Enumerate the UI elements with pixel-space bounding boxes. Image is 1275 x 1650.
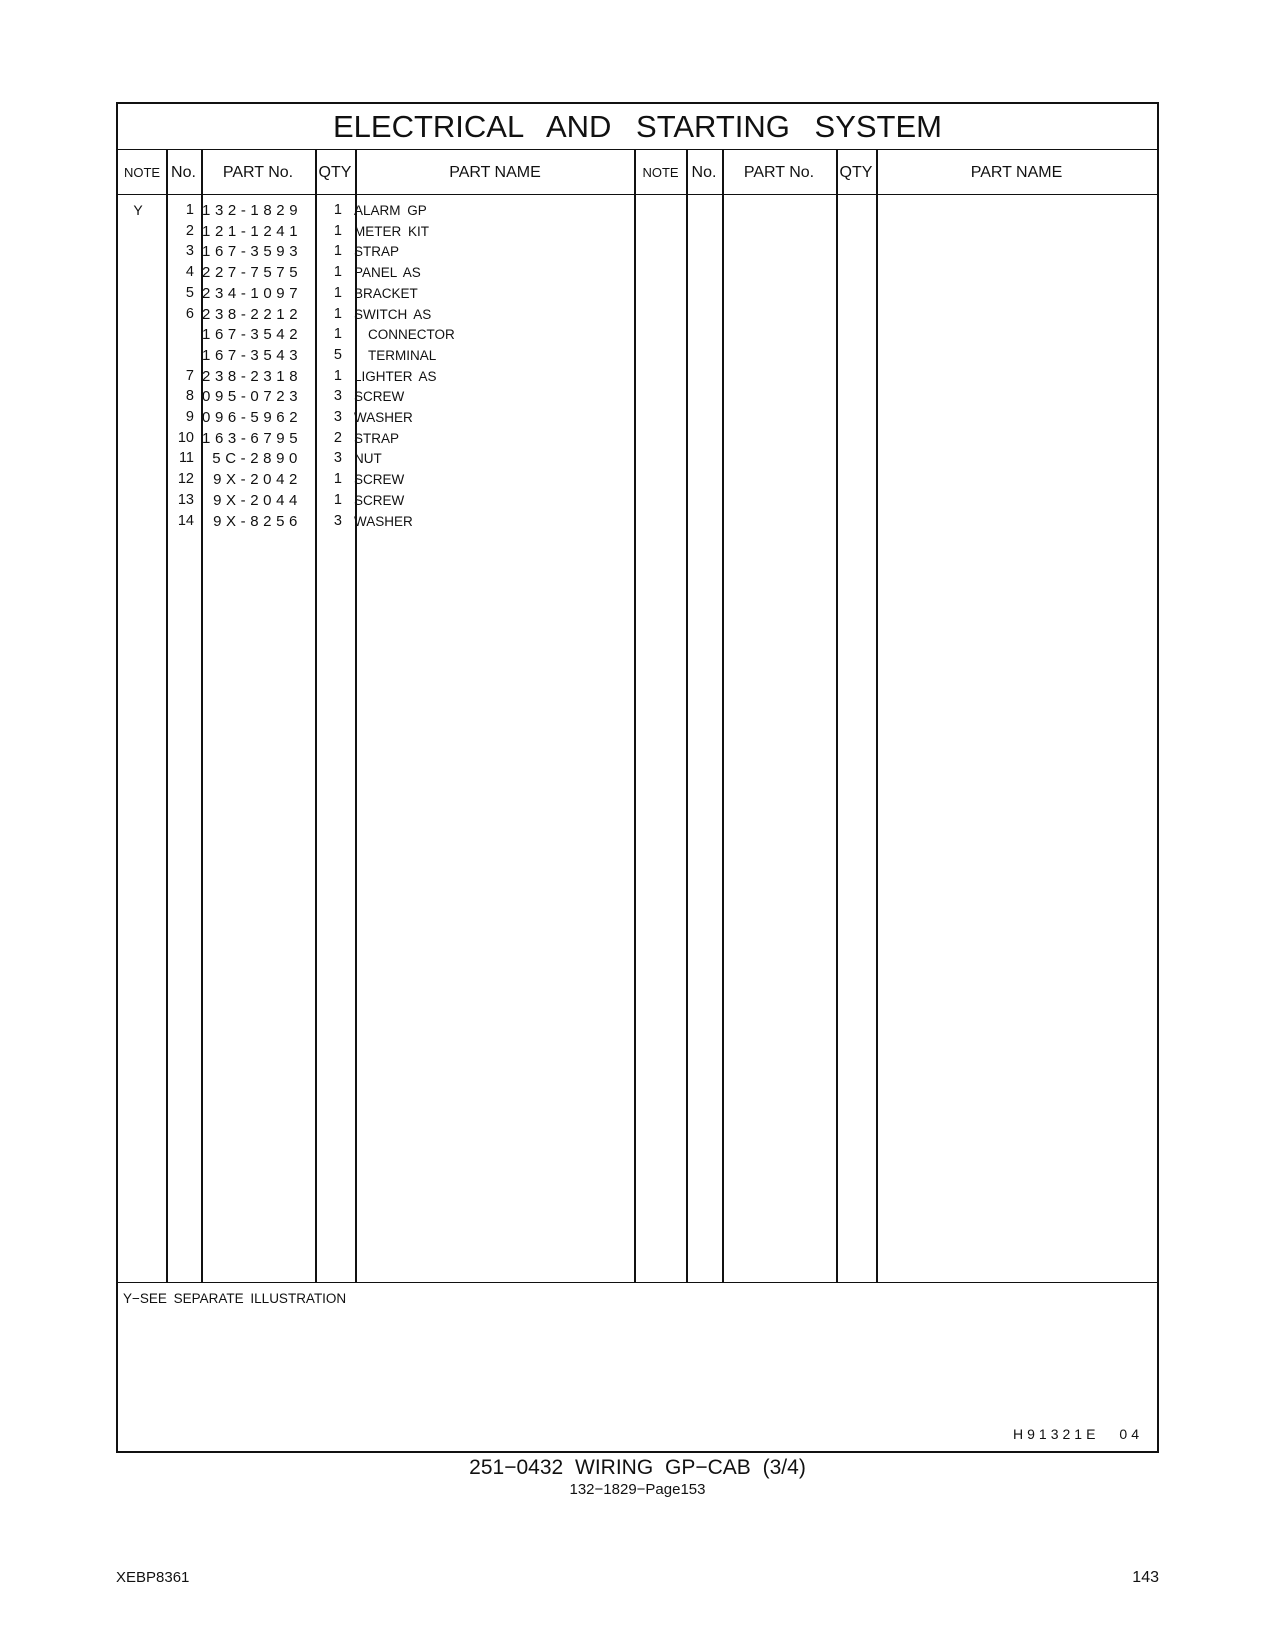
part-item-no: 14	[177, 512, 194, 529]
col-part-name-left: PART NAME	[449, 164, 541, 181]
section-title: ELECTRICAL AND STARTING SYSTEM	[118, 104, 1157, 150]
illustration-code-suffix: 04	[1119, 1426, 1143, 1442]
part-number: 096-5962	[202, 409, 303, 426]
col-part-name-right: PART NAME	[970, 164, 1063, 181]
part-qty: 1	[333, 202, 342, 218]
part-note	[118, 469, 158, 490]
part-number: 121-1241	[202, 222, 303, 240]
part-item-no: 9	[185, 409, 194, 425]
col-no-right: No.	[691, 164, 717, 181]
document-id: XEBP8361	[116, 1569, 190, 1586]
table-row	[118, 469, 1157, 490]
part-number: 163-6795	[202, 429, 303, 447]
col-part-no-left: PART No.	[222, 164, 294, 181]
caption-subtitle: 132−1829−Page153	[569, 1481, 706, 1498]
part-note	[118, 448, 158, 469]
table-row	[118, 262, 1157, 283]
part-note	[118, 304, 158, 325]
table-row	[118, 241, 1157, 262]
part-number: 9X-8256	[213, 512, 302, 530]
table-row	[118, 283, 1157, 304]
part-note	[118, 407, 158, 428]
table-row	[118, 345, 1157, 366]
part-item-no: 12	[177, 471, 194, 488]
table-row	[118, 407, 1157, 428]
column-header-row	[118, 150, 1157, 195]
part-name: WASHER	[354, 513, 413, 529]
table-row	[118, 221, 1157, 242]
part-qty: 1	[333, 367, 342, 384]
part-note	[118, 221, 158, 242]
part-item-no	[166, 345, 194, 366]
part-qty: 1	[333, 243, 342, 260]
part-number: 167-3542	[202, 326, 303, 344]
part-name: SCREW	[354, 492, 405, 508]
part-item-no: 10	[177, 429, 194, 446]
part-note	[118, 511, 158, 532]
part-item-no: 4	[185, 264, 194, 281]
part-note	[118, 241, 158, 262]
table-row	[118, 304, 1157, 325]
part-qty: 1	[333, 326, 342, 343]
part-number: 095-0723	[202, 388, 303, 406]
table-row	[118, 490, 1157, 511]
col-note-right: NOTE	[642, 165, 679, 180]
table-row	[118, 511, 1157, 532]
part-name: STRAP	[354, 430, 400, 446]
part-qty: 3	[333, 450, 342, 467]
table-row	[118, 386, 1157, 407]
part-item-no: 7	[185, 367, 194, 384]
part-name: CONNECTOR	[368, 327, 455, 343]
part-note	[118, 386, 158, 407]
footer-divider	[118, 1282, 1157, 1283]
col-no-left: No.	[171, 164, 196, 181]
illustration-code	[1013, 1426, 1143, 1442]
part-note	[118, 262, 158, 283]
caption-title: 251−0432 WIRING GP−CAB (3/4)	[469, 1456, 806, 1479]
col-note-left: NOTE	[123, 165, 161, 180]
part-note: Y	[133, 202, 143, 218]
col-qty-left: QTY	[318, 164, 352, 181]
part-name: PANEL AS	[354, 265, 421, 281]
part-number: 234-1097	[202, 284, 303, 302]
part-qty: 1	[333, 222, 342, 239]
part-name: SWITCH AS	[354, 306, 432, 322]
part-item-no: 13	[177, 491, 194, 508]
part-number: 238-2212	[202, 305, 303, 323]
col-part-no-right: PART No.	[743, 164, 815, 181]
part-number: 9X-2044	[213, 491, 302, 509]
part-name: STRAP	[354, 244, 400, 260]
part-note	[118, 345, 158, 366]
part-item-no: 6	[185, 305, 194, 322]
part-item-no: 1	[185, 202, 194, 218]
part-number: 167-3593	[202, 243, 303, 261]
part-item-no: 3	[185, 243, 194, 260]
part-number: 167-3543	[202, 346, 303, 364]
illustration-code-id: H91321E	[1013, 1426, 1100, 1442]
part-name: TERMINAL	[368, 347, 437, 363]
part-item-no	[166, 324, 194, 345]
part-number: 238-2318	[202, 367, 303, 385]
table-row	[118, 324, 1157, 345]
part-qty: 1	[333, 284, 342, 301]
part-qty: 1	[333, 264, 342, 281]
part-name: NUT	[354, 451, 382, 467]
part-qty: 3	[333, 388, 342, 405]
part-name: SCREW	[354, 472, 405, 488]
part-name: WASHER	[354, 410, 413, 425]
part-name: LIGHTER AS	[354, 368, 437, 384]
page-number: 143	[1132, 1569, 1159, 1586]
part-note	[118, 428, 158, 449]
part-note	[118, 366, 158, 387]
part-number: 9X-2042	[213, 471, 302, 489]
part-note	[118, 490, 158, 511]
part-note	[118, 324, 158, 345]
part-name: BRACKET	[354, 285, 418, 301]
part-note	[118, 283, 158, 304]
part-qty: 3	[333, 409, 342, 425]
part-item-no: 8	[185, 388, 194, 405]
part-number: 5C-2890	[212, 450, 302, 468]
part-qty: 1	[333, 305, 342, 322]
part-qty: 5	[333, 346, 342, 363]
table-row	[118, 428, 1157, 449]
footnote: Y−SEE SEPARATE ILLUSTRATION	[123, 1291, 347, 1306]
part-name: ALARM GP	[354, 203, 427, 218]
part-qty: 2	[333, 429, 342, 446]
part-number: 132-1829	[202, 202, 303, 219]
part-item-no: 5	[185, 284, 194, 301]
part-item-no: 11	[178, 450, 194, 467]
part-qty: 3	[333, 512, 342, 529]
part-qty: 1	[333, 491, 342, 508]
part-name: SCREW	[354, 389, 405, 405]
col-qty-right: QTY	[839, 164, 873, 181]
table-row	[118, 200, 1157, 221]
part-number: 227-7575	[202, 264, 303, 282]
table-row	[118, 366, 1157, 387]
parts-table	[116, 102, 1159, 1453]
part-item-no: 2	[185, 222, 194, 239]
table-row	[118, 448, 1157, 469]
part-name: METER KIT	[354, 223, 430, 239]
part-qty: 1	[333, 471, 342, 488]
